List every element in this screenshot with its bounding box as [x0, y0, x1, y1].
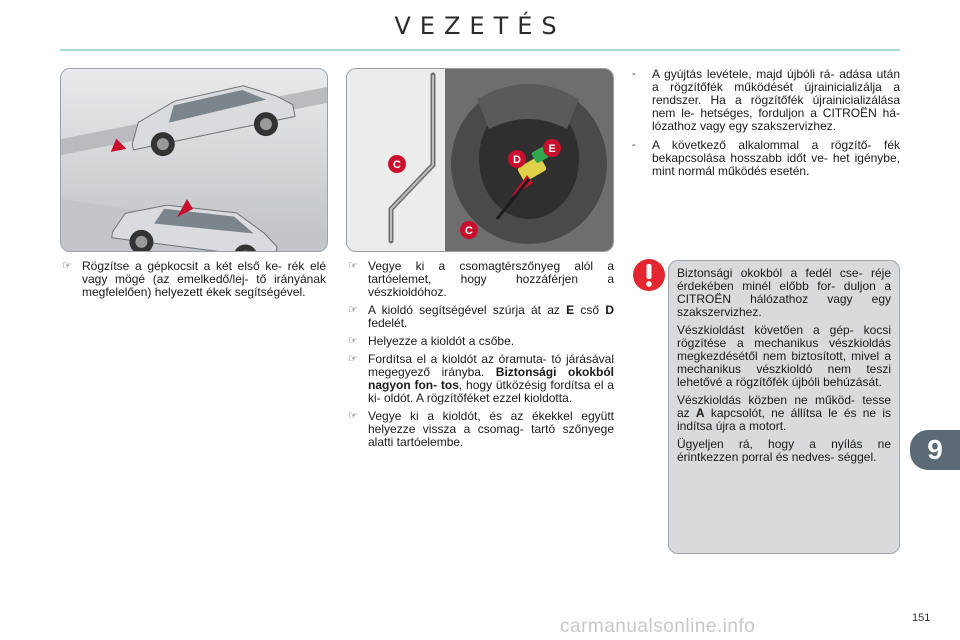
label-c-bottom: C: [465, 225, 473, 237]
title-underline: [60, 49, 900, 51]
warning-paragraph: Ügyeljen rá, hogy a nyílás ne érintkezzen porral és nedves- séggel.: [677, 437, 891, 464]
label-d: D: [513, 154, 521, 166]
list-item: - A gyújtás levétele, majd újbóli rá- adása után a rögzítőfék működését újrainicializálja a rendszer. Ha a rögzítőfék újrainicializálása nem le- hetséges, forduljon a CITROËN há- lózathoz vagy egy szakszervizhez.: [632, 67, 900, 133]
list-item: ☞ Vegye ki a csomagtérszőnyeg alól a tartóelemet, hogy hozzáférjen a vészkioldóhoz.: [348, 259, 614, 299]
warning-paragraph: Vészkioldást követően a gép- kocsi rögzítése a mechanikus vészkioldás megkezdésétől nem biztosított, mivel a mechanikus vészkioldó nem teszi lehetővé a rögzítőfék újbóli behúzását.: [677, 323, 891, 389]
dash-marker: -: [632, 139, 636, 151]
warning-paragraph: Biztonsági okokból a fedél cse- réje érdekében minél előbb for- duljon a CITROËN hálózathoz vagy egy szakszervizhez.: [677, 266, 891, 319]
bullet-arrow-icon: ☞: [348, 304, 358, 316]
bullet-arrow-icon: ☞: [348, 410, 358, 422]
illustration-wheel-chocks: [60, 68, 328, 252]
bullet-arrow-icon: ☞: [348, 353, 358, 365]
label-c-top: C: [393, 159, 401, 171]
column-2-instructions: [346, 260, 614, 454]
column-3-notes: [630, 68, 900, 184]
chapter-tab: 9: [910, 430, 960, 470]
warning-box: [668, 260, 900, 554]
list-item: ☞ A kioldó segítségével szúrja át az E cső D fedelét.: [348, 303, 614, 330]
list-item: - A következő alkalommal a rögzítő- fék bekapcsolása hosszabb időt ve- het igénybe, mint normál működés esetén.: [632, 138, 900, 178]
dash-marker: -: [632, 68, 636, 80]
illustration-release-tool: [346, 68, 614, 252]
column-1-instructions: [60, 260, 326, 304]
bullet-arrow-icon: ☞: [62, 260, 72, 272]
page-number: 151: [912, 612, 931, 624]
bullet-arrow-icon: ☞: [348, 335, 358, 347]
label-e: E: [548, 143, 556, 155]
watermark: carmanualsonline.info: [560, 616, 756, 637]
page-title: VEZETÉS: [394, 12, 566, 40]
list-item: ☞ Vegye ki a kioldót, és az ékekkel együtt helyezze vissza a csomag- tartó szőnyege alatti tartóelembe.: [348, 409, 614, 449]
warning-paragraph: Vészkioldás közben ne működ- tesse az A kapcsolót, ne állítsa le és ne is indítsa újra a motort.: [677, 393, 891, 433]
warning-icon: [632, 258, 666, 292]
list-item: ☞ Helyezze a kioldót a csőbe.: [348, 334, 515, 348]
list-item: ☞ Rögzítse a gépkocsit a két első ke- rék elé vagy mögé (az emelkedő/lej- tő irányának megfelelően) helyezett ékek segítségével.: [62, 259, 326, 299]
list-item: ☞ Fordítsa el a kioldót az óramuta- tó járásával megegyező irányba. Biztonsági okokból nagyon fon- tos, hogy ütközésig fordítsa el a ki- oldót. A rögzítőféket ezzel kioldotta.: [348, 352, 614, 405]
bullet-arrow-icon: ☞: [348, 260, 358, 272]
